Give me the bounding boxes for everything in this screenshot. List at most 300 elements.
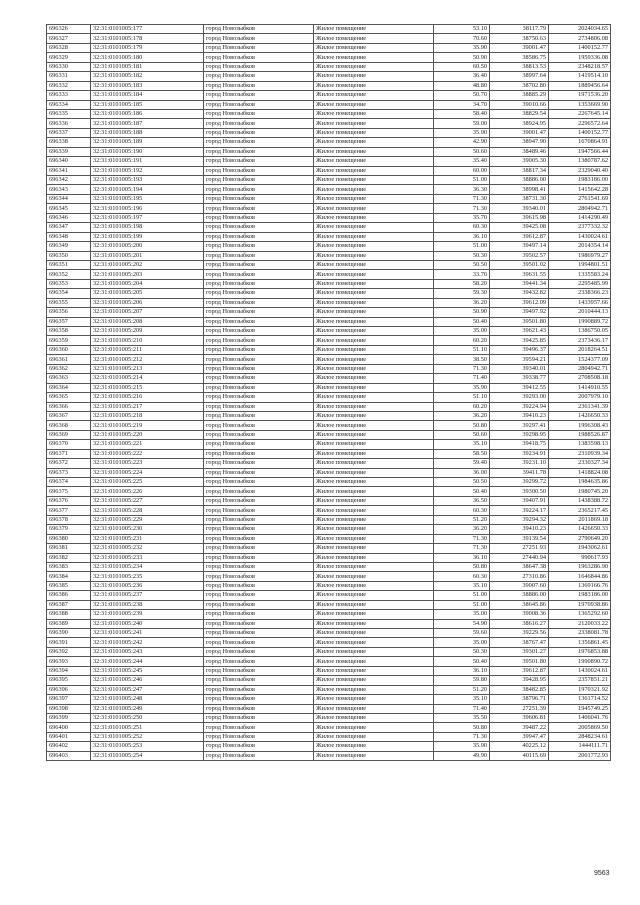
- area-cell: 70.60: [434, 34, 490, 43]
- table-row: [47, 449, 611, 458]
- location-cell: город Новозыбков: [204, 25, 314, 34]
- table-row: [47, 487, 611, 496]
- location-cell: город Новозыбков: [204, 355, 314, 364]
- table-row: [47, 128, 611, 137]
- table-row: [47, 383, 611, 392]
- object-type-cell: Жилое помещение: [314, 487, 434, 496]
- price-per-unit-cell: 39502.57: [490, 251, 549, 260]
- row-id-cell: 696351: [47, 260, 91, 269]
- row-id-cell: 696386: [47, 591, 91, 600]
- cadastral-value-cell: 1380787.62: [549, 157, 611, 166]
- area-cell: 60.20: [434, 336, 490, 345]
- location-cell: город Новозыбков: [204, 100, 314, 109]
- price-per-unit-cell: 39300.50: [490, 487, 549, 496]
- cadastral-number-cell: 32:31:0101005:186: [91, 109, 204, 118]
- location-cell: город Новозыбков: [204, 562, 314, 571]
- location-cell: город Новозыбков: [204, 723, 314, 732]
- cadastral-value-cell: 1430024.61: [549, 232, 611, 241]
- area-cell: 71.40: [434, 704, 490, 713]
- table-row: [47, 242, 611, 251]
- cadastral-number-cell: 32:31:0101005:181: [91, 62, 204, 71]
- location-cell: город Новозыбков: [204, 751, 314, 760]
- row-id-cell: 696344: [47, 194, 91, 203]
- cadastral-number-cell: 32:31:0101005:238: [91, 600, 204, 609]
- location-cell: город Новозыбков: [204, 364, 314, 373]
- location-cell: город Новозыбков: [204, 666, 314, 675]
- cadastral-number-cell: 32:31:0101005:240: [91, 619, 204, 628]
- location-cell: город Новозыбков: [204, 676, 314, 685]
- location-cell: город Новозыбков: [204, 251, 314, 260]
- cadastral-number-cell: 32:31:0101005:195: [91, 194, 204, 203]
- table-row: [47, 157, 611, 166]
- price-per-unit-cell: 39234.91: [490, 449, 549, 458]
- table-row: [47, 600, 611, 609]
- table-row: [47, 327, 611, 336]
- location-cell: город Новозыбков: [204, 449, 314, 458]
- price-per-unit-cell: 39139.54: [490, 534, 549, 543]
- price-per-unit-cell: 39005.30: [490, 157, 549, 166]
- cadastral-value-cell: 1426650.33: [549, 525, 611, 534]
- price-per-unit-cell: 38647.38: [490, 562, 549, 571]
- table-row: [47, 440, 611, 449]
- area-cell: 58.20: [434, 279, 490, 288]
- row-id-cell: 696382: [47, 553, 91, 562]
- cadastral-value-cell: 1971536.20: [549, 91, 611, 100]
- area-cell: 60.20: [434, 402, 490, 411]
- location-cell: город Новозыбков: [204, 742, 314, 751]
- row-id-cell: 696341: [47, 166, 91, 175]
- object-type-cell: Жилое помещение: [314, 440, 434, 449]
- cadastral-number-cell: 32:31:0101005:190: [91, 147, 204, 156]
- cadastral-number-cell: 32:31:0101005:210: [91, 336, 204, 345]
- area-cell: 71.30: [434, 534, 490, 543]
- cadastral-value-cell: 1996308.43: [549, 421, 611, 430]
- cadastral-value-cell: 2001772.93: [549, 751, 611, 760]
- area-cell: 71.30: [434, 732, 490, 741]
- row-id-cell: 696360: [47, 345, 91, 354]
- cadastral-number-cell: 32:31:0101005:228: [91, 506, 204, 515]
- cadastral-number-cell: 32:31:0101005:193: [91, 176, 204, 185]
- table-row: [47, 119, 611, 128]
- table-row: [47, 393, 611, 402]
- cadastral-number-cell: 32:31:0101005:249: [91, 704, 204, 713]
- object-type-cell: Жилое помещение: [314, 166, 434, 175]
- cadastral-value-cell: 1947566.44: [549, 147, 611, 156]
- cadastral-number-cell: 32:31:0101005:213: [91, 364, 204, 373]
- location-cell: город Новозыбков: [204, 610, 314, 619]
- location-cell: город Новозыбков: [204, 91, 314, 100]
- row-id-cell: 696352: [47, 270, 91, 279]
- area-cell: 36.40: [434, 72, 490, 81]
- table-row: [47, 260, 611, 269]
- object-type-cell: Жилое помещение: [314, 402, 434, 411]
- row-id-cell: 696333: [47, 91, 91, 100]
- area-cell: 50.40: [434, 487, 490, 496]
- cadastral-number-cell: 32:31:0101005:206: [91, 298, 204, 307]
- cadastral-number-cell: 32:31:0101005:183: [91, 81, 204, 90]
- price-per-unit-cell: 38702.80: [490, 81, 549, 90]
- cadastral-value-cell: 1414910.55: [549, 383, 611, 392]
- price-per-unit-cell: 39612.09: [490, 298, 549, 307]
- location-cell: город Новозыбков: [204, 496, 314, 505]
- object-type-cell: Жилое помещение: [314, 600, 434, 609]
- location-cell: город Новозыбков: [204, 128, 314, 137]
- cadastral-number-cell: 32:31:0101005:253: [91, 742, 204, 751]
- row-id-cell: 696396: [47, 685, 91, 694]
- cadastral-value-cell: 1369166.76: [549, 581, 611, 590]
- cadastral-number-cell: 32:31:0101005:205: [91, 289, 204, 298]
- table-row: [47, 308, 611, 317]
- area-cell: 53.10: [434, 25, 490, 34]
- area-cell: 36.50: [434, 496, 490, 505]
- cadastral-number-cell: 32:31:0101005:248: [91, 695, 204, 704]
- price-per-unit-cell: 39293.00: [490, 393, 549, 402]
- price-per-unit-cell: 27251.93: [490, 544, 549, 553]
- area-cell: 50.60: [434, 147, 490, 156]
- area-cell: 71.40: [434, 374, 490, 383]
- area-cell: 34.70: [434, 100, 490, 109]
- cadastral-number-cell: 32:31:0101005:246: [91, 676, 204, 685]
- row-id-cell: 696345: [47, 204, 91, 213]
- area-cell: 51.20: [434, 685, 490, 694]
- cadastral-value-cell: 1365292.60: [549, 610, 611, 619]
- row-id-cell: 696397: [47, 695, 91, 704]
- cadastral-value-cell: 2734806.08: [549, 34, 611, 43]
- object-type-cell: Жилое помещение: [314, 147, 434, 156]
- row-id-cell: 696403: [47, 751, 91, 760]
- cadastral-number-cell: 32:31:0101005:201: [91, 251, 204, 260]
- object-type-cell: Жилое помещение: [314, 421, 434, 430]
- cadastral-number-cell: 32:31:0101005:184: [91, 91, 204, 100]
- cadastral-value-cell: 1383598.13: [549, 440, 611, 449]
- table-row: [47, 553, 611, 562]
- cadastral-number-cell: 32:31:0101005:233: [91, 553, 204, 562]
- row-id-cell: 696368: [47, 421, 91, 430]
- area-cell: 58.50: [434, 449, 490, 458]
- object-type-cell: Жилое помещение: [314, 223, 434, 232]
- location-cell: город Новозыбков: [204, 468, 314, 477]
- cadastral-number-cell: 32:31:0101005:191: [91, 157, 204, 166]
- object-type-cell: Жилое помещение: [314, 430, 434, 439]
- area-cell: 35.50: [434, 713, 490, 722]
- price-per-unit-cell: 39425.08: [490, 223, 549, 232]
- location-cell: город Новозыбков: [204, 336, 314, 345]
- price-per-unit-cell: 38924.95: [490, 119, 549, 128]
- location-cell: город Новозыбков: [204, 72, 314, 81]
- price-per-unit-cell: 39340.01: [490, 364, 549, 373]
- row-id-cell: 696362: [47, 364, 91, 373]
- cadastral-number-cell: 32:31:0101005:180: [91, 53, 204, 62]
- row-id-cell: 696375: [47, 487, 91, 496]
- object-type-cell: Жилое помещение: [314, 751, 434, 760]
- area-cell: 36.10: [434, 553, 490, 562]
- object-type-cell: Жилое помещение: [314, 676, 434, 685]
- price-per-unit-cell: 39412.55: [490, 383, 549, 392]
- row-id-cell: 696384: [47, 572, 91, 581]
- row-id-cell: 696399: [47, 713, 91, 722]
- object-type-cell: Жилое помещение: [314, 251, 434, 260]
- row-id-cell: 696340: [47, 157, 91, 166]
- cadastral-value-cell: 1988526.87: [549, 430, 611, 439]
- location-cell: город Новозыбков: [204, 647, 314, 656]
- cadastral-value-cell: 2005869.50: [549, 723, 611, 732]
- cadastral-value-cell: 1943062.61: [549, 544, 611, 553]
- area-cell: 48.80: [434, 81, 490, 90]
- area-cell: 35.10: [434, 695, 490, 704]
- cadastral-number-cell: 32:31:0101005:225: [91, 478, 204, 487]
- location-cell: город Новозыбков: [204, 704, 314, 713]
- cadastral-number-cell: 32:31:0101005:197: [91, 213, 204, 222]
- cadastral-number-cell: 32:31:0101005:218: [91, 411, 204, 420]
- area-cell: 50.40: [434, 657, 490, 666]
- row-id-cell: 696366: [47, 402, 91, 411]
- price-per-unit-cell: 39418.75: [490, 440, 549, 449]
- cadastral-value-cell: 2007979.10: [549, 393, 611, 402]
- cadastral-number-cell: 32:31:0101005:245: [91, 666, 204, 675]
- price-per-unit-cell: 39631.55: [490, 270, 549, 279]
- object-type-cell: Жилое помещение: [314, 72, 434, 81]
- location-cell: город Новозыбков: [204, 591, 314, 600]
- table-row: [47, 619, 611, 628]
- row-id-cell: 696357: [47, 317, 91, 326]
- object-type-cell: Жилое помещение: [314, 732, 434, 741]
- row-id-cell: 696392: [47, 647, 91, 656]
- location-cell: город Новозыбков: [204, 534, 314, 543]
- table-row: [47, 109, 611, 118]
- price-per-unit-cell: 38645.86: [490, 600, 549, 609]
- price-per-unit-cell: 39612.87: [490, 232, 549, 241]
- cadastral-value-cell: 1994801.51: [549, 260, 611, 269]
- table-row: [47, 610, 611, 619]
- area-cell: 59.80: [434, 676, 490, 685]
- table-row: [47, 185, 611, 194]
- object-type-cell: Жилое помещение: [314, 619, 434, 628]
- cadastral-value-cell: 1970938.86: [549, 600, 611, 609]
- row-id-cell: 696391: [47, 638, 91, 647]
- object-type-cell: Жилое помещение: [314, 185, 434, 194]
- cadastral-value-cell: 2024034.65: [549, 25, 611, 34]
- cadastral-number-cell: 32:31:0101005:179: [91, 43, 204, 52]
- table-row: [47, 72, 611, 81]
- table-row: [47, 430, 611, 439]
- cadastral-value-cell: 2338366.23: [549, 289, 611, 298]
- cadastral-number-cell: 32:31:0101005:211: [91, 345, 204, 354]
- cadastral-number-cell: 32:31:0101005:226: [91, 487, 204, 496]
- cadastral-number-cell: 32:31:0101005:177: [91, 25, 204, 34]
- location-cell: город Новозыбков: [204, 289, 314, 298]
- cadastral-number-cell: 32:31:0101005:187: [91, 119, 204, 128]
- object-type-cell: Жилое помещение: [314, 647, 434, 656]
- price-per-unit-cell: 39340.01: [490, 204, 549, 213]
- row-id-cell: 696398: [47, 704, 91, 713]
- location-cell: город Новозыбков: [204, 525, 314, 534]
- object-type-cell: Жилое помещение: [314, 723, 434, 732]
- cadastral-number-cell: 32:31:0101005:251: [91, 723, 204, 732]
- row-id-cell: 696329: [47, 53, 91, 62]
- price-per-unit-cell: 40115.69: [490, 751, 549, 760]
- cadastral-value-cell: 2010444.13: [549, 308, 611, 317]
- object-type-cell: Жилое помещение: [314, 506, 434, 515]
- object-type-cell: Жилое помещение: [314, 128, 434, 137]
- location-cell: город Новозыбков: [204, 553, 314, 562]
- cadastral-number-cell: 32:31:0101005:178: [91, 34, 204, 43]
- cadastral-value-cell: 2329040.40: [549, 166, 611, 175]
- cadastral-value-cell: 1414290.49: [549, 213, 611, 222]
- object-type-cell: Жилое помещение: [314, 496, 434, 505]
- area-cell: 59.60: [434, 629, 490, 638]
- cadastral-value-cell: 2365217.45: [549, 506, 611, 515]
- location-cell: город Новозыбков: [204, 34, 314, 43]
- cadastral-value-cell: 1983186.00: [549, 591, 611, 600]
- table-body: [47, 25, 611, 761]
- price-per-unit-cell: 38813.53: [490, 62, 549, 71]
- price-per-unit-cell: 39298.95: [490, 430, 549, 439]
- price-per-unit-cell: 38489.46: [490, 147, 549, 156]
- cadastral-number-cell: 32:31:0101005:221: [91, 440, 204, 449]
- location-cell: город Новозыбков: [204, 242, 314, 251]
- table-row: [47, 232, 611, 241]
- price-per-unit-cell: 39497.14: [490, 242, 549, 251]
- object-type-cell: Жилое помещение: [314, 374, 434, 383]
- location-cell: город Новозыбков: [204, 194, 314, 203]
- object-type-cell: Жилое помещение: [314, 562, 434, 571]
- row-id-cell: 696373: [47, 468, 91, 477]
- area-cell: 50.60: [434, 430, 490, 439]
- area-cell: 50.50: [434, 478, 490, 487]
- object-type-cell: Жилое помещение: [314, 327, 434, 336]
- row-id-cell: 696367: [47, 411, 91, 420]
- cadastral-value-cell: 1976853.88: [549, 647, 611, 656]
- table-row: [47, 223, 611, 232]
- location-cell: город Новозыбков: [204, 383, 314, 392]
- location-cell: город Новозыбков: [204, 629, 314, 638]
- table-row: [47, 91, 611, 100]
- cadastral-number-cell: 32:31:0101005:204: [91, 279, 204, 288]
- area-cell: 36.10: [434, 666, 490, 675]
- area-cell: 50.90: [434, 308, 490, 317]
- table-row: [47, 176, 611, 185]
- row-id-cell: 696370: [47, 440, 91, 449]
- area-cell: 54.90: [434, 619, 490, 628]
- cadastral-value-cell: 1361714.52: [549, 695, 611, 704]
- page-number: 9563: [594, 870, 610, 877]
- cadastral-value-cell: 1983186.00: [549, 176, 611, 185]
- row-id-cell: 696339: [47, 147, 91, 156]
- location-cell: город Новозыбков: [204, 713, 314, 722]
- object-type-cell: Жилое помещение: [314, 468, 434, 477]
- price-per-unit-cell: 39007.60: [490, 581, 549, 590]
- object-type-cell: Жилое помещение: [314, 478, 434, 487]
- area-cell: 51.00: [434, 176, 490, 185]
- location-cell: город Новозыбков: [204, 459, 314, 468]
- location-cell: город Новозыбков: [204, 62, 314, 71]
- price-per-unit-cell: 39338.77: [490, 374, 549, 383]
- price-per-unit-cell: 39501.02: [490, 260, 549, 269]
- row-id-cell: 696401: [47, 732, 91, 741]
- object-type-cell: Жилое помещение: [314, 270, 434, 279]
- row-id-cell: 696347: [47, 223, 91, 232]
- cadastral-value-cell: 1419514.10: [549, 72, 611, 81]
- cadastral-value-cell: 1444111.71: [549, 742, 611, 751]
- price-per-unit-cell: 39411.78: [490, 468, 549, 477]
- data-table: [46, 24, 611, 761]
- price-per-unit-cell: 39301.27: [490, 647, 549, 656]
- object-type-cell: Жилое помещение: [314, 657, 434, 666]
- row-id-cell: 696353: [47, 279, 91, 288]
- location-cell: город Новозыбков: [204, 478, 314, 487]
- table-row: [47, 534, 611, 543]
- table-row: [47, 732, 611, 741]
- price-per-unit-cell: 39621.43: [490, 327, 549, 336]
- cadastral-value-cell: 1433957.66: [549, 298, 611, 307]
- area-cell: 50.50: [434, 260, 490, 269]
- row-id-cell: 696388: [47, 610, 91, 619]
- cadastral-value-cell: 1986979.27: [549, 251, 611, 260]
- table-row: [47, 713, 611, 722]
- area-cell: 50.90: [434, 53, 490, 62]
- cadastral-value-cell: 2120033.22: [549, 619, 611, 628]
- object-type-cell: Жилое помещение: [314, 544, 434, 553]
- price-per-unit-cell: 39410.23: [490, 411, 549, 420]
- area-cell: 50.80: [434, 723, 490, 732]
- price-per-unit-cell: 39008.36: [490, 610, 549, 619]
- area-cell: 50.70: [434, 91, 490, 100]
- object-type-cell: Жилое помещение: [314, 289, 434, 298]
- area-cell: 35.10: [434, 440, 490, 449]
- object-type-cell: Жилое помещение: [314, 629, 434, 638]
- location-cell: город Новозыбков: [204, 185, 314, 194]
- location-cell: город Новозыбков: [204, 600, 314, 609]
- cadastral-value-cell: 2708508.18: [549, 374, 611, 383]
- table-row: [47, 421, 611, 430]
- row-id-cell: 696355: [47, 298, 91, 307]
- area-cell: 60.30: [434, 506, 490, 515]
- cadastral-number-cell: 32:31:0101005:217: [91, 402, 204, 411]
- row-id-cell: 696349: [47, 242, 91, 251]
- row-id-cell: 696342: [47, 176, 91, 185]
- cadastral-number-cell: 32:31:0101005:239: [91, 610, 204, 619]
- price-per-unit-cell: 38796.71: [490, 695, 549, 704]
- row-id-cell: 696395: [47, 676, 91, 685]
- cadastral-value-cell: 1438388.72: [549, 496, 611, 505]
- object-type-cell: Жилое помещение: [314, 704, 434, 713]
- area-cell: 35.00: [434, 327, 490, 336]
- location-cell: город Новозыбков: [204, 223, 314, 232]
- cadastral-number-cell: 32:31:0101005:212: [91, 355, 204, 364]
- price-per-unit-cell: 39010.66: [490, 100, 549, 109]
- row-id-cell: 696328: [47, 43, 91, 52]
- price-per-unit-cell: 38885.29: [490, 91, 549, 100]
- table-row: [47, 591, 611, 600]
- table-row: [47, 478, 611, 487]
- cadastral-number-cell: 32:31:0101005:189: [91, 138, 204, 147]
- area-cell: 38.50: [434, 355, 490, 364]
- table-row: [47, 100, 611, 109]
- area-cell: 35.90: [434, 742, 490, 751]
- price-per-unit-cell: 39612.87: [490, 666, 549, 675]
- location-cell: город Новозыбков: [204, 166, 314, 175]
- cadastral-value-cell: 1963286.90: [549, 562, 611, 571]
- object-type-cell: Жилое помещение: [314, 742, 434, 751]
- object-type-cell: Жилое помещение: [314, 43, 434, 52]
- cadastral-value-cell: 2377332.32: [549, 223, 611, 232]
- object-type-cell: Жилое помещение: [314, 213, 434, 222]
- table-row: [47, 506, 611, 515]
- cadastral-number-cell: 32:31:0101005:254: [91, 751, 204, 760]
- location-cell: город Новозыбков: [204, 81, 314, 90]
- table-row: [47, 723, 611, 732]
- location-cell: город Новозыбков: [204, 402, 314, 411]
